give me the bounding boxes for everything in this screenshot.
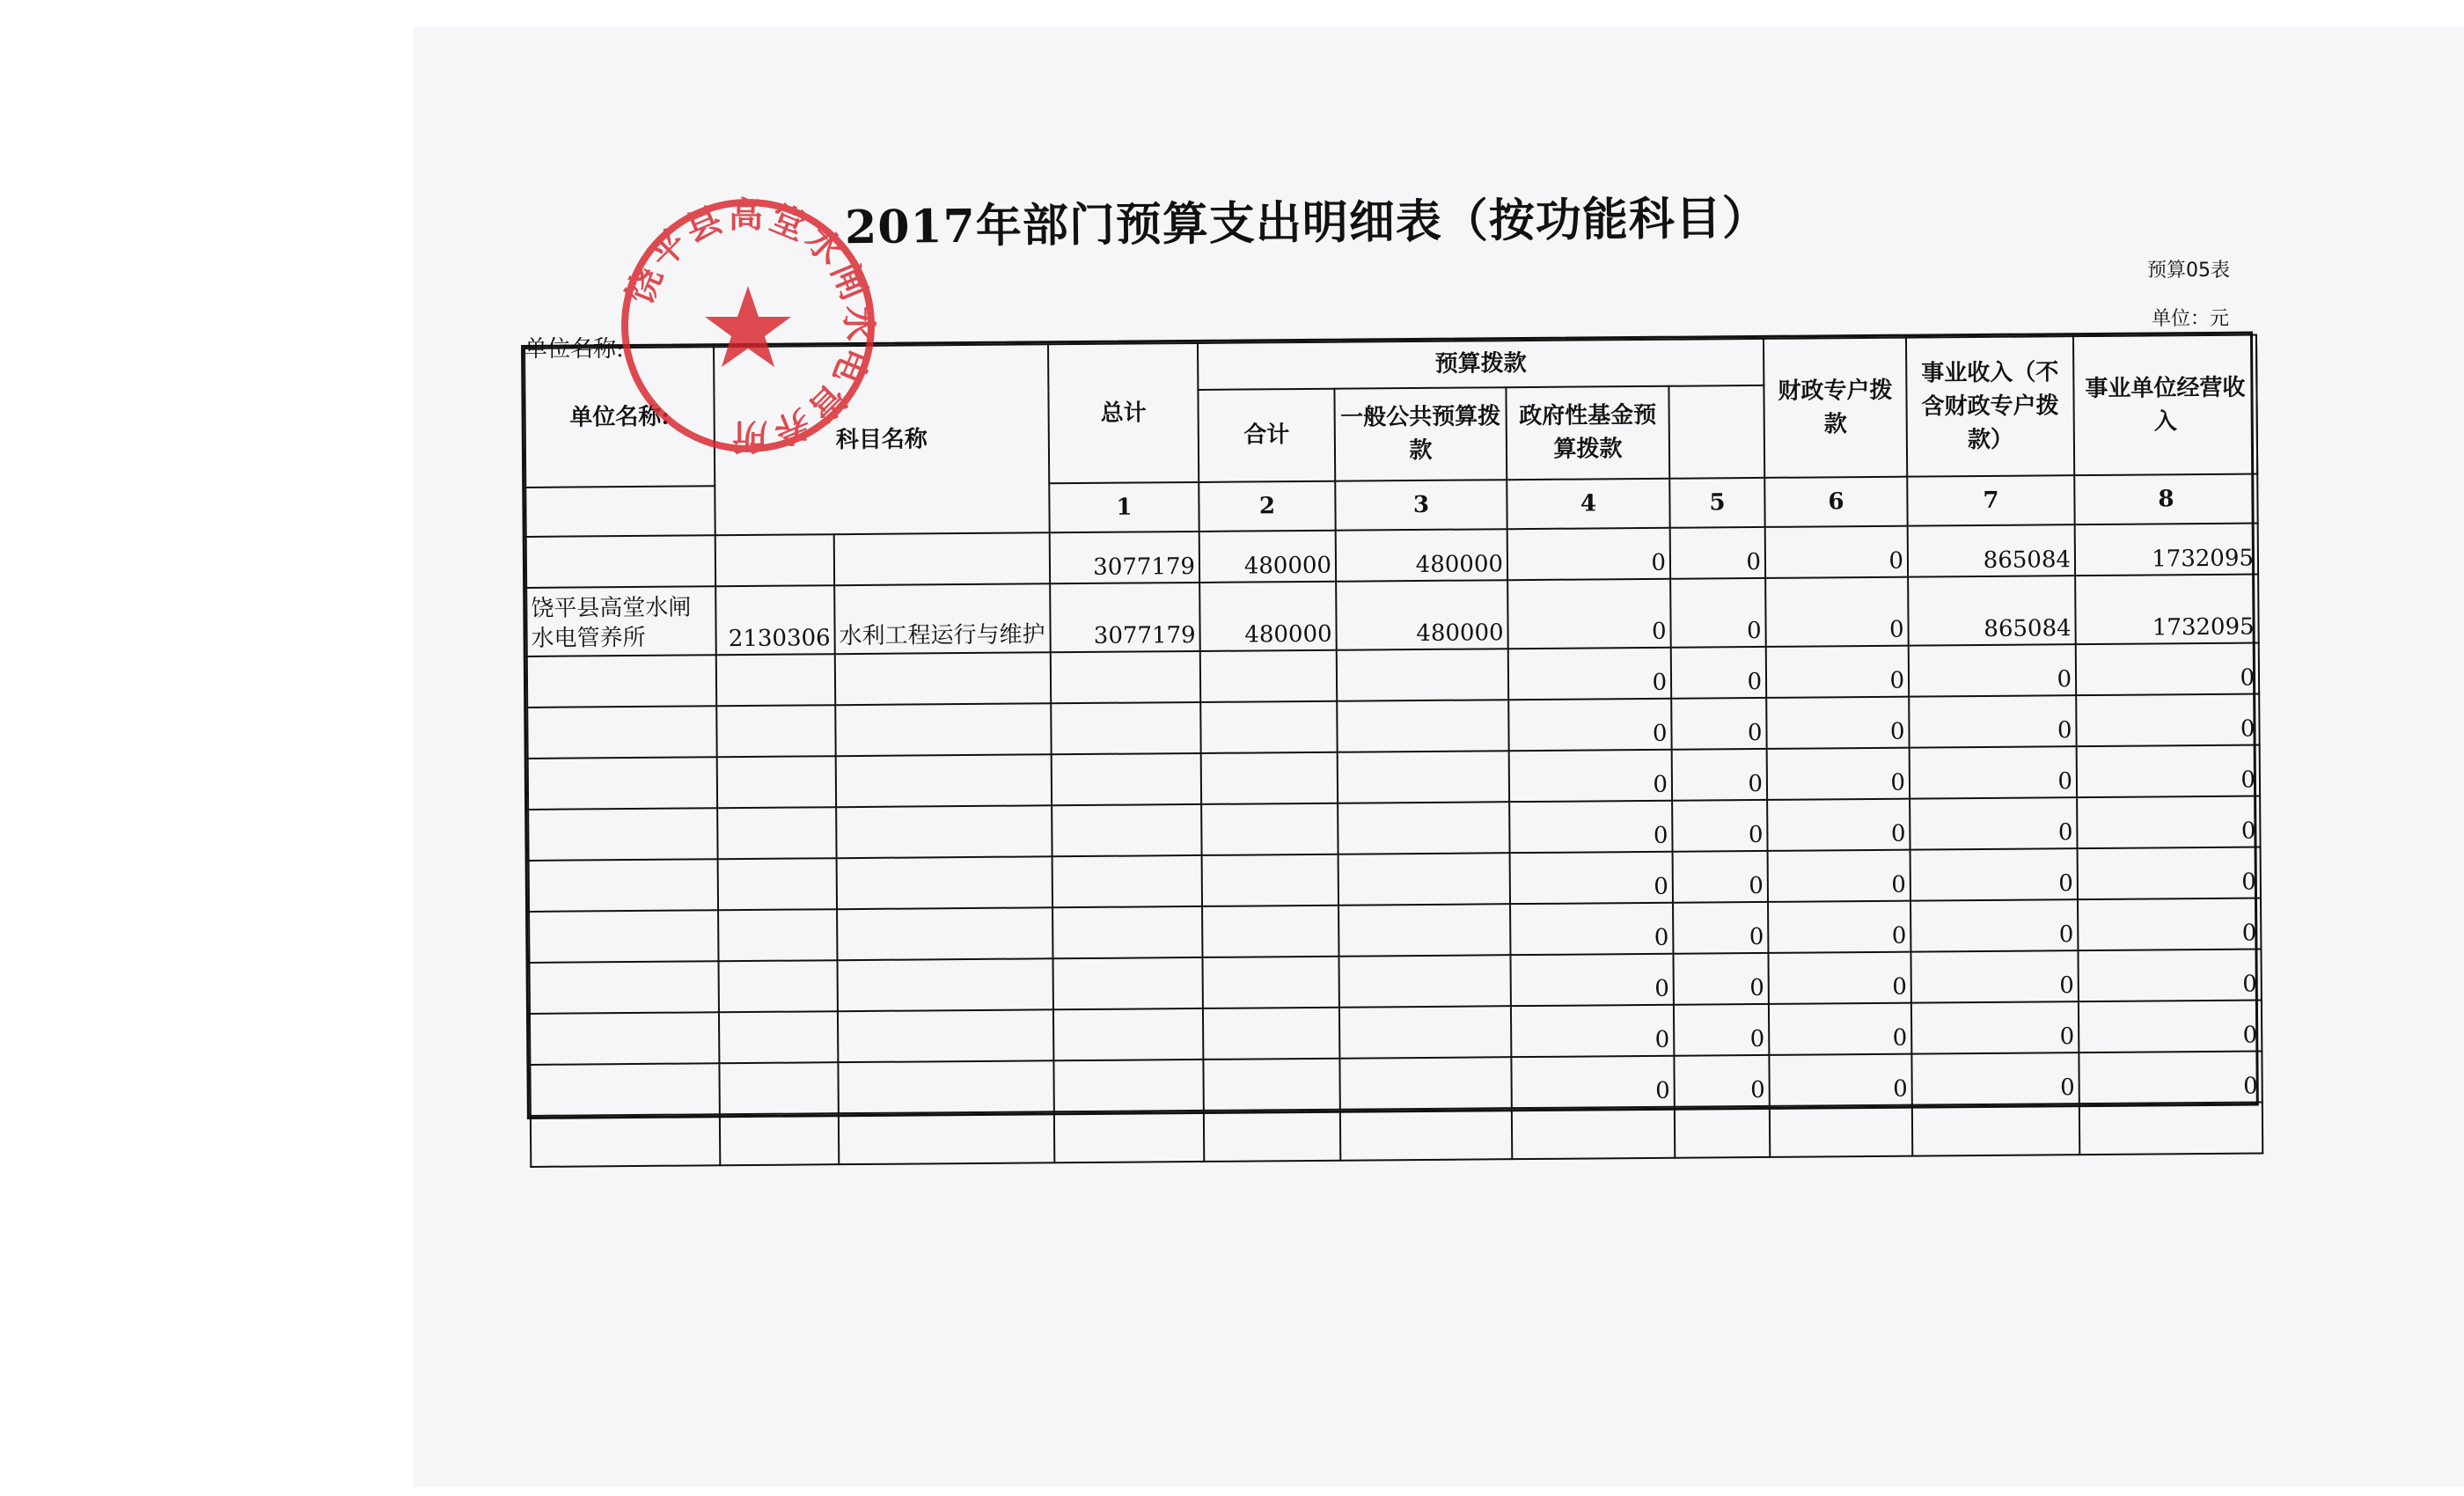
amount-cell-c4: 0 [1511, 1005, 1674, 1057]
unit-name-cell [529, 910, 718, 963]
amount-cell-c6: 0 [1768, 850, 1910, 902]
amount-cell-c6: 0 [1769, 1003, 1911, 1055]
header-gov-fund: 政府性基金预算拨款 [1506, 385, 1669, 480]
amount-cell-c5: 0 [1673, 851, 1768, 903]
amount-cell-c3 [1338, 853, 1510, 906]
amount-cell-c1 [1052, 804, 1201, 856]
organization-label: 单位名称: [524, 336, 624, 363]
amount-cell-c8: 0 [2078, 898, 2261, 950]
subject-code-cell [718, 909, 837, 961]
document-title: 2017年部门预算支出明细表（按功能科目） [844, 191, 1770, 255]
header-business-income: 事业收入（不含财政专户拨款） [1906, 336, 2074, 476]
subject-code-cell [716, 654, 835, 706]
column-number: 5 [1669, 478, 1764, 528]
subject-name-cell [838, 1009, 1053, 1062]
amount-cell-c4: 0 [1507, 528, 1670, 580]
amount-cell-c3 [1338, 904, 1510, 957]
subject-code-cell [720, 1113, 839, 1165]
subject-name-cell [838, 958, 1053, 1011]
subject-name-cell [839, 1111, 1054, 1164]
amount-cell-c6: 0 [1766, 646, 1909, 698]
amount-cell-c1 [1052, 855, 1202, 907]
amount-cell-c3 [1338, 802, 1509, 854]
amount-cell-c1 [1053, 1008, 1203, 1060]
amount-cell-c6: 0 [1769, 952, 1911, 1004]
amount-cell-c1 [1053, 1060, 1203, 1111]
amount-cell-c5: 0 [1670, 527, 1765, 579]
amount-cell-c7: 0 [1910, 899, 2078, 951]
amount-cell-c4: 0 [1508, 699, 1671, 751]
amount-cell-c1 [1053, 957, 1203, 1009]
subject-code-cell [717, 756, 836, 808]
amount-cell-c6: 0 [1766, 697, 1909, 749]
subject-name-cell [838, 1060, 1053, 1113]
unit-name-cell [530, 1012, 719, 1065]
amount-cell-c8: 0 [2079, 1051, 2262, 1104]
subject-code-cell: 2130306 [715, 585, 835, 655]
seal-text: 饶平县高堂水闸水电管养所 [619, 194, 880, 458]
amount-cell-c7: 865084 [1908, 576, 2076, 645]
amount-cell-c4: 0 [1509, 801, 1672, 853]
amount-cell-c3 [1337, 700, 1508, 752]
amount-cell-c6 [1770, 1105, 1912, 1157]
header-fiscal-special: 财政专户拨款 [1764, 338, 1907, 478]
amount-cell-c3 [1337, 649, 1508, 701]
header-operating-income: 事业单位经营收入 [2073, 335, 2257, 476]
subject-name-cell [835, 703, 1051, 756]
amount-cell-c1 [1051, 702, 1200, 754]
amount-cell-c5: 0 [1670, 578, 1766, 648]
amount-cell-c8: 0 [2078, 949, 2261, 1001]
subject-name-cell [837, 856, 1052, 909]
unit-name-cell [526, 535, 715, 588]
amount-cell-c2 [1203, 1059, 1339, 1111]
unit-name-cell [527, 706, 716, 759]
subject-name-cell: 水利工程运行与维护 [834, 583, 1051, 654]
amount-cell-c5: 0 [1673, 953, 1768, 1005]
amount-cell-c3 [1339, 1006, 1511, 1059]
amount-cell-c6: 0 [1768, 901, 1910, 953]
column-number: 4 [1507, 479, 1669, 529]
header-general-public: 一般公共预算拨款 [1334, 387, 1507, 481]
column-number: 3 [1335, 480, 1507, 531]
amount-cell-c2 [1202, 906, 1338, 957]
subject-code-cell [715, 534, 834, 586]
amount-cell-c1: 3077179 [1050, 583, 1200, 652]
amount-cell-c3: 480000 [1336, 580, 1508, 650]
amount-cell-c1 [1052, 753, 1201, 805]
unit-name-cell [528, 757, 717, 810]
unit-name-cell [530, 1063, 719, 1116]
amount-cell-c8: 0 [2078, 847, 2261, 899]
amount-cell-c4: 0 [1507, 579, 1671, 649]
amount-cell-c8: 0 [2079, 1000, 2262, 1052]
amount-cell-c5: 0 [1674, 1004, 1769, 1056]
amount-cell-c1 [1052, 906, 1202, 958]
amount-cell-c2 [1203, 1008, 1339, 1060]
amount-cell-c7: 0 [1910, 797, 2077, 849]
amount-cell-c3 [1338, 751, 1509, 803]
amount-cell-c4: 0 [1510, 852, 1673, 904]
amount-cell-c7: 0 [1911, 1001, 2079, 1053]
amount-cell-c7: 0 [1909, 695, 2076, 747]
subject-name-cell [835, 652, 1051, 705]
amount-cell-c5: 0 [1672, 749, 1767, 801]
amount-cell-c3 [1339, 955, 1511, 1008]
amount-cell-c2 [1203, 957, 1339, 1008]
amount-cell-c7: 0 [1910, 848, 2078, 900]
amount-cell-c4: 0 [1510, 954, 1673, 1006]
amount-cell-c6: 0 [1765, 526, 1908, 578]
unit-name-cell [530, 961, 719, 1014]
amount-cell-c7: 0 [1910, 950, 2078, 1002]
amount-cell-c4: 0 [1510, 903, 1673, 955]
subject-code-cell [716, 705, 835, 757]
amount-cell-c8: 1732095 [2075, 524, 2258, 576]
amount-cell-c3: 480000 [1336, 529, 1507, 582]
amount-cell-c8: 1732095 [2075, 575, 2259, 645]
amount-cell-c8: 0 [2077, 744, 2260, 797]
subject-code-cell [719, 1011, 838, 1063]
column-number: 6 [1764, 477, 1907, 527]
amount-cell-c6: 0 [1767, 748, 1910, 800]
header-subject-name: 科目名称 [714, 344, 1050, 535]
subject-code-cell [718, 858, 837, 910]
amount-cell-c4 [1512, 1107, 1675, 1159]
header-unit-name: 单位名称: [524, 347, 715, 488]
amount-cell-c1 [1051, 651, 1200, 703]
unit-name-cell [527, 655, 716, 708]
subject-name-cell [836, 805, 1052, 858]
amount-cell-c1: 3077179 [1050, 532, 1199, 583]
amount-cell-c2 [1200, 701, 1337, 753]
amount-cell-c3 [1339, 1057, 1511, 1110]
amount-cell-c7: 0 [1910, 746, 2077, 798]
amount-cell-c5: 0 [1673, 902, 1768, 954]
currency-unit-label: 单位：元 [2152, 308, 2230, 330]
amount-cell-c7: 0 [1911, 1052, 2079, 1104]
header-subtotal: 合计 [1198, 388, 1335, 482]
amount-cell-c5: 0 [1674, 1055, 1769, 1107]
column-number: 8 [2074, 474, 2257, 525]
form-number: 预算05表 [2147, 260, 2230, 282]
amount-cell-c2: 480000 [1199, 582, 1337, 651]
amount-cell-c5 [1675, 1106, 1770, 1158]
amount-cell-c2: 480000 [1199, 531, 1336, 583]
unit-name-cell [529, 859, 718, 912]
column-number: 2 [1199, 481, 1335, 532]
subject-code-cell [717, 807, 836, 859]
amount-cell-c3 [1340, 1108, 1512, 1161]
amount-cell-c6: 0 [1769, 1054, 1911, 1106]
amount-cell-c6: 0 [1765, 577, 1909, 647]
amount-cell-c2 [1201, 803, 1338, 855]
amount-cell-c5: 0 [1672, 800, 1767, 852]
amount-cell-c6: 0 [1767, 799, 1910, 851]
amount-cell-c4: 0 [1511, 1056, 1674, 1108]
unit-name-cell: 饶平县高堂水闸水电管养所 [526, 586, 716, 656]
unit-name-cell [531, 1114, 720, 1167]
amount-cell-c2 [1200, 650, 1337, 702]
header-total: 总计 [1048, 343, 1199, 483]
budget-table-frame [521, 332, 2259, 1119]
amount-cell-c4: 0 [1508, 648, 1671, 700]
amount-cell-c8 [2079, 1102, 2262, 1155]
subject-name-cell [836, 754, 1052, 807]
subject-code-cell [719, 1062, 838, 1114]
column-number: 7 [1907, 475, 2074, 525]
amount-cell-c4: 0 [1509, 750, 1672, 802]
table-body [526, 524, 2263, 1167]
amount-cell-c2 [1204, 1110, 1340, 1162]
header-budget-allocation: 预算拨款 [1198, 339, 1764, 390]
budget-table [524, 334, 2263, 1168]
unit-name-cell [528, 808, 717, 861]
amount-cell-c2 [1201, 752, 1338, 804]
amount-cell-c7: 0 [1909, 644, 2076, 696]
subject-name-cell [834, 532, 1050, 585]
subject-code-cell [719, 960, 838, 1012]
header-blank-cell [525, 486, 715, 537]
column-number: 1 [1049, 482, 1199, 532]
amount-cell-c8: 0 [2077, 796, 2260, 848]
amount-cell-c5: 0 [1671, 647, 1766, 699]
amount-cell-c2 [1202, 854, 1338, 906]
amount-cell-c5: 0 [1671, 698, 1766, 750]
amount-cell-c8: 0 [2076, 643, 2259, 696]
amount-cell-c1 [1054, 1111, 1204, 1162]
amount-cell-c7 [1912, 1104, 2079, 1155]
subject-name-cell [837, 907, 1052, 960]
amount-cell-c8: 0 [2076, 693, 2259, 746]
amount-cell-c7: 865084 [1908, 524, 2075, 576]
